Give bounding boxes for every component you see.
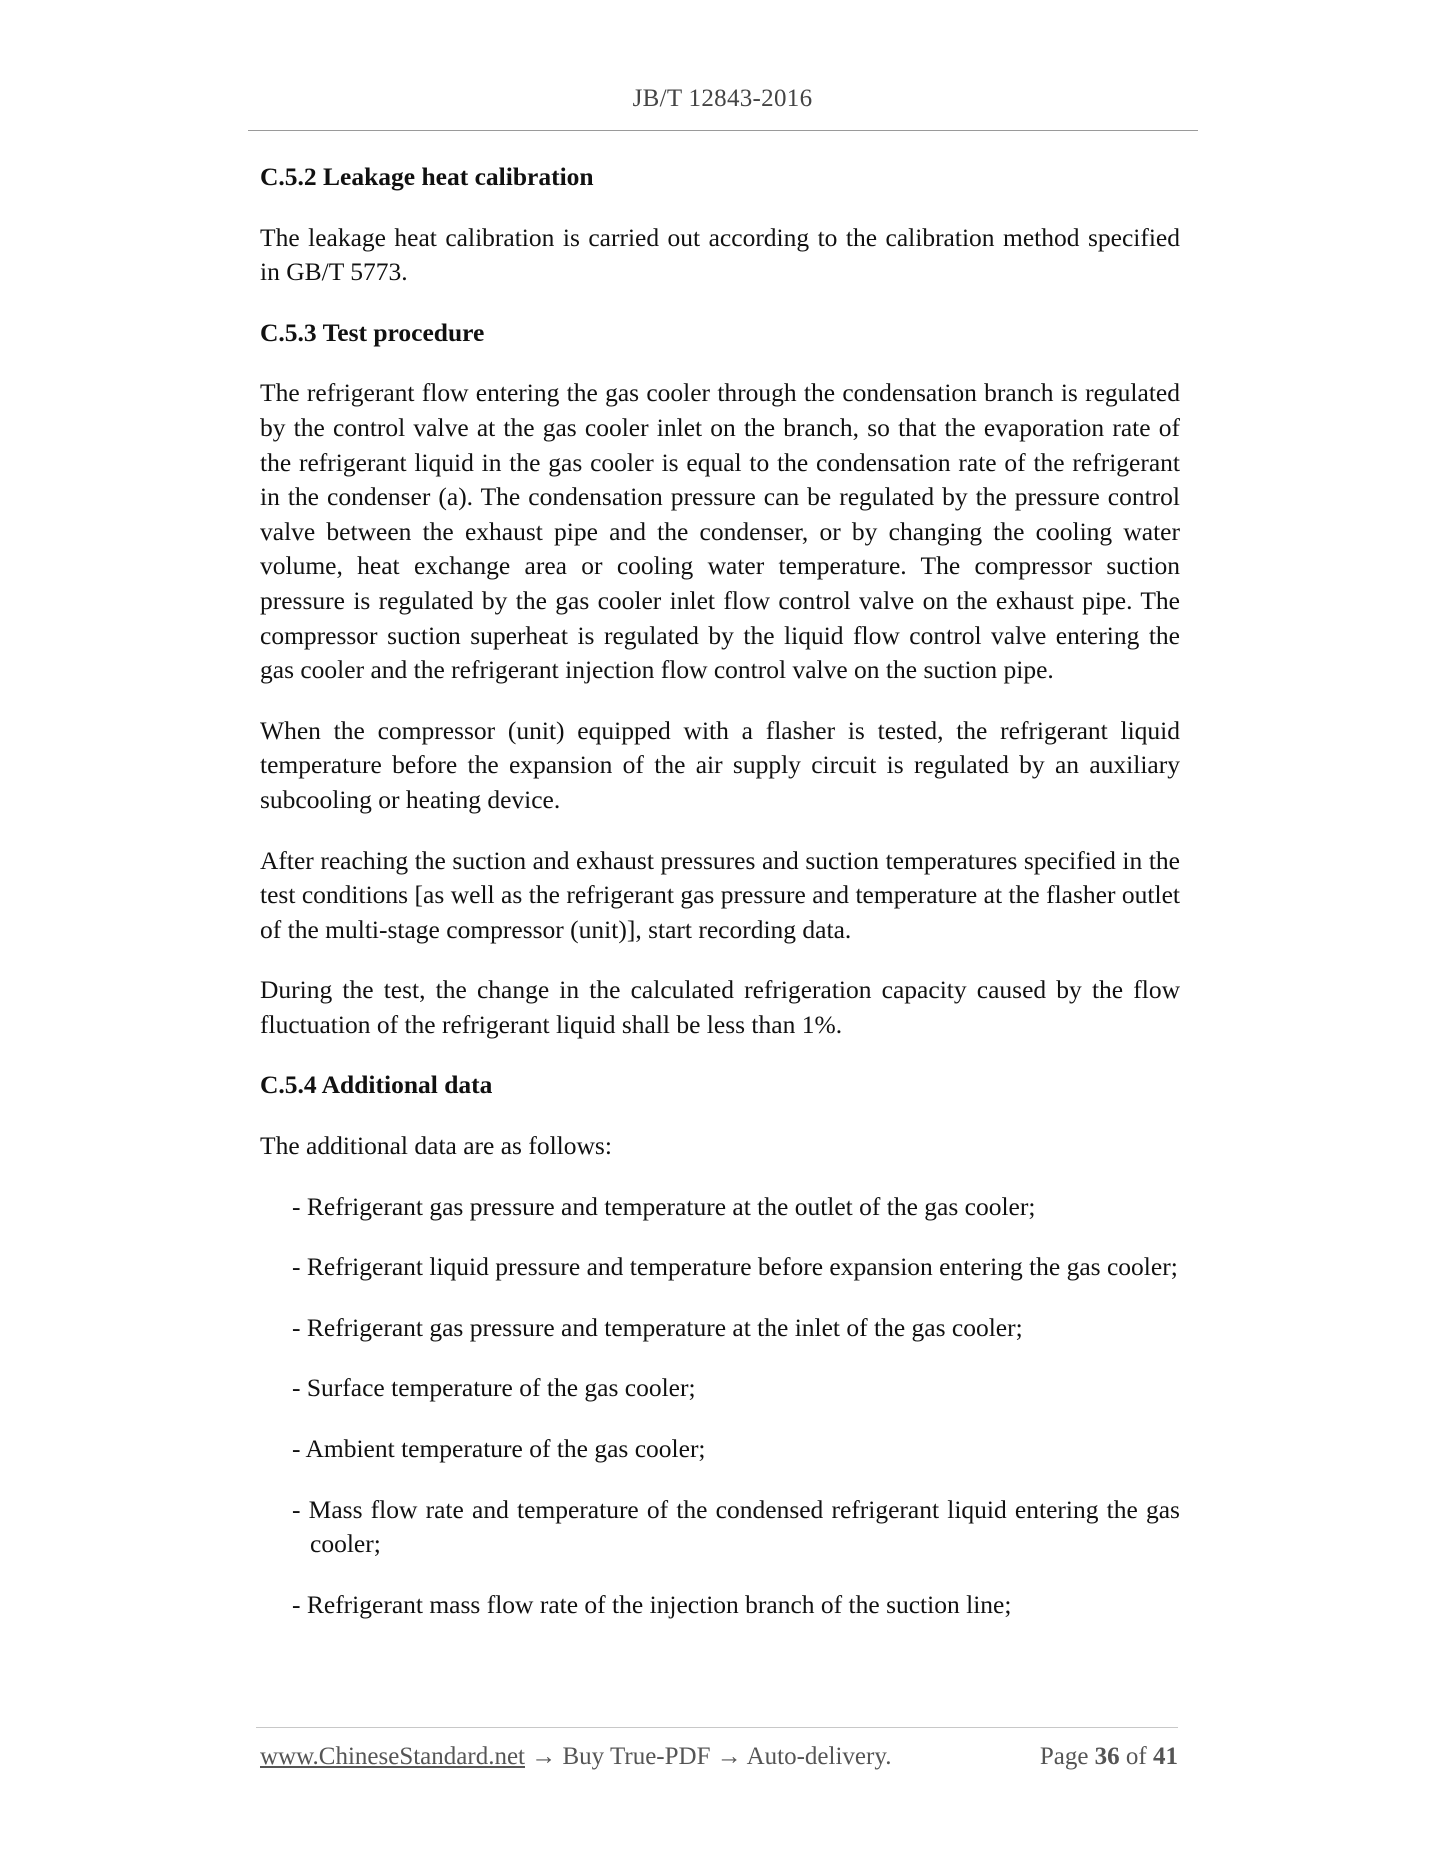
arrow-icon: → — [531, 1743, 557, 1770]
paragraph: After reaching the suction and exhaust pressures and suction temperatures specified in the test conditions [as well as the refrigerant gas pressure and temperature at the flasher outlet of the multi-stage compressor (unit)], start recording data. — [260, 845, 1180, 944]
paragraph: The refrigerant flow entering the gas cooler through the condensation branch is regulated by the control valve at the gas cooler inlet on the branch, so that the evaporation rate of the refrigerant liquid in the gas cooler is equal to the condensation rate of the refrigerant in the condenser (a). The condensation pressure can be regulated by the pressure control valve between the exhaust pipe and the condenser, or by changing the cooling water volume, heat exchange area or cooling water temperature. The compressor suction pressure is regulated by the gas cooler inlet flow control valve on the exhaust pipe. The compressor suction superheat is regulated by the liquid flow control valve entering the gas cooler and the refrigerant injection flow control valve on the suction pipe. — [260, 378, 1180, 685]
list-item: - Refrigerant liquid pressure and temperature before expansion entering the gas cooler; — [292, 1252, 1178, 1282]
page-number — [1040, 1743, 1178, 1771]
paragraph: During the test, the change in the calculated refrigeration capacity caused by the flow fluctuation of the refrigerant liquid shall be less than 1%. — [260, 975, 1180, 1039]
buy-true-pdf-text: Buy True-PDF — [562, 1743, 711, 1770]
auto-delivery-text: Auto-delivery. — [746, 1743, 892, 1770]
website-link[interactable]: www.ChineseStandard.net — [260, 1743, 525, 1770]
page-total: 41 — [1153, 1743, 1178, 1770]
page-footer — [260, 1743, 1178, 1771]
arrow-icon: → — [716, 1743, 742, 1770]
list-item: - Ambient temperature of the gas cooler; — [292, 1434, 706, 1464]
list-item: - Refrigerant gas pressure and temperature at the inlet of the gas cooler; — [292, 1312, 1023, 1342]
section-heading-c53: C.5.3 Test procedure — [260, 317, 485, 347]
footer-divider — [256, 1727, 1178, 1728]
list-item: - Mass flow rate and temperature of the condensed refrigerant liquid entering the gas cooler; — [292, 1494, 1180, 1559]
paragraph: The additional data are as follows: — [260, 1131, 612, 1161]
document-code: JB/T 12843-2016 — [632, 85, 813, 112]
list-item: - Refrigerant gas pressure and temperature at the outlet of the gas cooler; — [292, 1191, 1036, 1221]
footer-promo — [260, 1743, 891, 1771]
paragraph: When the compressor (unit) equipped with a flasher is tested, the refrigerant liquid temperature before the expansion of the air supply circuit is regulated by an auxiliary subcooling or heating device. — [260, 715, 1180, 814]
page-label: Page — [1039, 1743, 1089, 1770]
header-divider — [248, 130, 1198, 131]
of-label: of — [1125, 1743, 1147, 1770]
paragraph: The leakage heat calibration is carried out according to the calibration method specified in GB/T 5773. — [260, 222, 1180, 287]
section-heading-c52: C.5.2 Leakage heat calibration — [260, 162, 594, 191]
page-body — [260, 160, 1180, 1622]
page-current: 36 — [1094, 1743, 1120, 1770]
section-heading-c54: C.5.4 Additional data — [260, 1070, 493, 1100]
list-item: - Refrigerant mass flow rate of the injection branch of the suction line; — [292, 1589, 1012, 1619]
list-item: - Surface temperature of the gas cooler; — [292, 1373, 696, 1403]
